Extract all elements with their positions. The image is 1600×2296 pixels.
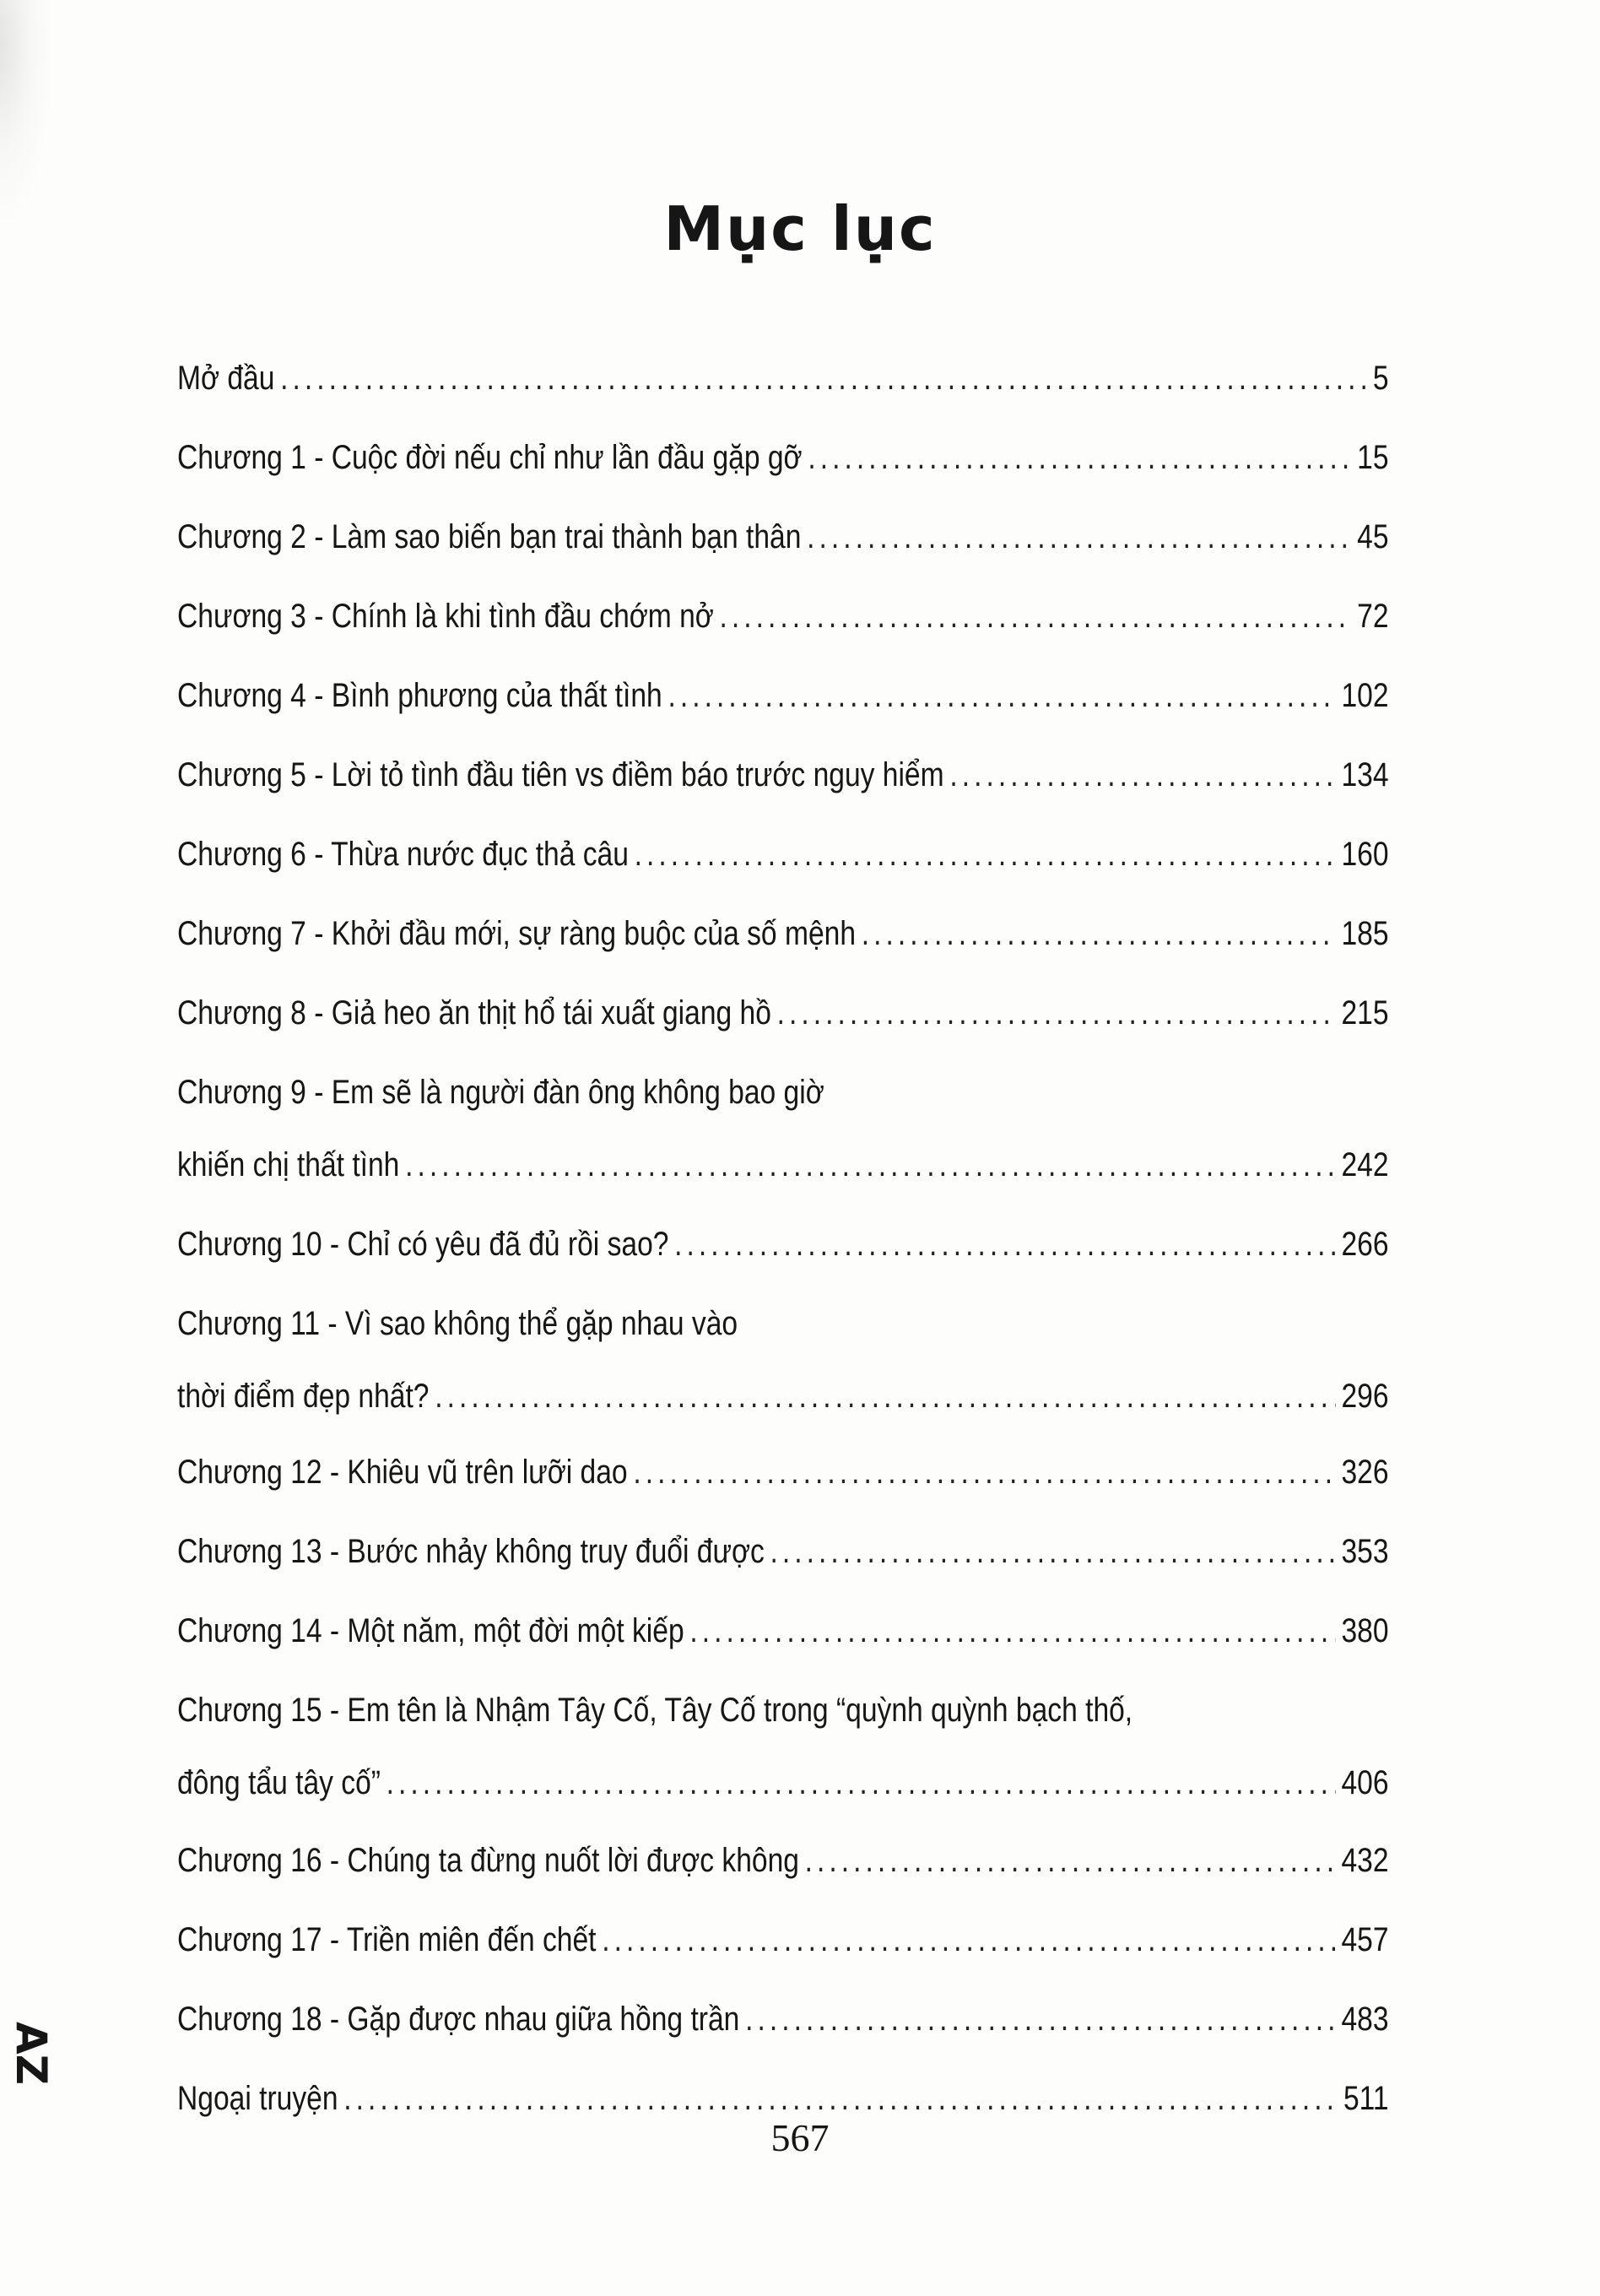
- toc-entry[interactable]: [177, 1075, 1389, 1182]
- toc-entry[interactable]: [177, 1923, 1389, 1957]
- toc-entry-label: thời điểm đẹp nhất?: [177, 1378, 430, 1415]
- leader-dots: [280, 361, 1367, 395]
- toc-entry-page: 457: [1341, 1921, 1389, 1958]
- leader-dots: [720, 599, 1352, 633]
- toc-entry[interactable]: [177, 361, 1389, 395]
- toc-entry-page: 5: [1372, 360, 1389, 397]
- toc-entry[interactable]: [177, 1455, 1389, 1489]
- toc-entry-label: Chương 13 - Bước nhảy không truy đuổi được: [177, 1533, 765, 1570]
- toc-entry-label: Chương 2 - Làm sao biến bạn trai thành bạn thân: [177, 518, 802, 555]
- page-number: 567: [770, 2116, 830, 2159]
- toc-entry-label: Chương 4 - Bình phương của thất tình: [177, 677, 662, 714]
- toc-entry[interactable]: [177, 2082, 1389, 2115]
- toc-entry-label: Chương 7 - Khởi đầu mới, sự ràng buộc của số mệnh: [177, 915, 857, 952]
- toc-entry[interactable]: [177, 2002, 1389, 2036]
- leader-dots: [805, 1844, 1336, 1877]
- toc-entry-label: đông tẩu tây cố”: [177, 1764, 381, 1801]
- toc-entry-page: 296: [1341, 1378, 1389, 1415]
- toc-entry[interactable]: [177, 758, 1389, 792]
- toc-entry-label: Chương 17 - Triền miên đến chết: [177, 1921, 597, 1958]
- toc-entry-label: khiến chị thất tình: [177, 1146, 400, 1183]
- toc-entry-first-line: Chương 15 - Em tên là Nhậm Tây Cố, Tây Cố trong “quỳnh quỳnh bạch thố,: [177, 1692, 1133, 1729]
- toc-entry-page: 45: [1357, 518, 1389, 555]
- toc-entry-label: Chương 1 - Cuộc đời nếu chỉ như lần đầu gặp gỡ: [177, 439, 803, 476]
- toc-entry-page: 266: [1341, 1226, 1389, 1263]
- toc-entry-label: Chương 8 - Giả heo ăn thịt hổ tái xuất giang hồ: [177, 994, 771, 1032]
- toc-entry-label: Chương 3 - Chính là khi tình đầu chớm nở: [177, 598, 714, 635]
- leader-dots: [386, 1766, 1336, 1800]
- scan-smudge: [0, 0, 51, 219]
- leader-dots: [668, 679, 1335, 712]
- toc-entry-page: 134: [1341, 756, 1389, 793]
- toc-entry-first-line: Chương 11 - Vì sao không thể gặp nhau vào: [177, 1305, 738, 1342]
- toc-entry[interactable]: [177, 837, 1389, 871]
- leader-dots: [808, 441, 1351, 474]
- toc-entry-page: 160: [1341, 836, 1389, 873]
- toc-entry-page: 380: [1341, 1612, 1389, 1649]
- toc-entry[interactable]: [177, 1307, 1389, 1413]
- toc-entry-label: Chương 18 - Gặp được nhau giữa hồng trần: [177, 2001, 740, 2038]
- toc-entry-page: 406: [1341, 1764, 1389, 1801]
- toc-entry-label: Chương 6 - Thừa nước đục thả câu: [177, 836, 629, 873]
- leader-dots: [435, 1379, 1336, 1413]
- leader-dots: [807, 520, 1351, 554]
- leader-dots: [635, 837, 1336, 871]
- toc-entry[interactable]: [177, 520, 1389, 554]
- toc-entry[interactable]: [177, 1614, 1389, 1648]
- leader-dots: [602, 1923, 1336, 1957]
- leader-dots: [343, 2082, 1338, 2115]
- page-title: Mục lục: [663, 193, 937, 264]
- toc-entry-label: Ngoại truyện: [177, 2080, 338, 2117]
- toc-entry-label: Chương 12 - Khiêu vũ trên lưỡi dao: [177, 1454, 628, 1491]
- toc-entry[interactable]: [177, 1693, 1389, 1800]
- toc-entry-label: Chương 16 - Chúng ta đừng nuốt lời được không: [177, 1842, 799, 1879]
- toc-entry-page: 432: [1341, 1842, 1389, 1879]
- toc-entry-page: 102: [1341, 677, 1389, 714]
- leader-dots: [674, 1227, 1336, 1261]
- toc-entry-page: 353: [1341, 1533, 1389, 1570]
- publisher-mark: AZ: [7, 2022, 56, 2085]
- toc-entry[interactable]: [177, 917, 1389, 950]
- toc-entry[interactable]: [177, 996, 1389, 1030]
- toc-entry-page: 72: [1357, 598, 1389, 635]
- toc-entry[interactable]: [177, 679, 1389, 712]
- toc-entry[interactable]: [177, 599, 1389, 633]
- toc-entry-page: 215: [1341, 994, 1389, 1032]
- leader-dots: [633, 1455, 1335, 1489]
- leader-dots: [862, 917, 1336, 950]
- leader-dots: [770, 1535, 1336, 1568]
- toc-entry-page: 15: [1357, 439, 1389, 476]
- toc-entry-label: Chương 10 - Chỉ có yêu đã đủ rồi sao?: [177, 1226, 669, 1263]
- toc-entry-first-line: Chương 9 - Em sẽ là người đàn ông không bao giờ: [177, 1074, 824, 1111]
- toc-entry-page: 483: [1341, 2001, 1389, 2038]
- toc-entry-label: Mở đầu: [177, 360, 275, 397]
- toc-entry[interactable]: [177, 1535, 1389, 1568]
- toc-entry-page: 242: [1341, 1146, 1389, 1183]
- toc-entry[interactable]: [177, 441, 1389, 474]
- toc-entry[interactable]: [177, 1227, 1389, 1261]
- toc-entry-page: 185: [1341, 915, 1389, 952]
- leader-dots: [745, 2002, 1336, 2036]
- leader-dots: [689, 1614, 1335, 1648]
- toc-entry-label: Chương 5 - Lời tỏ tình đầu tiên vs điềm báo trước nguy hiểm: [177, 756, 944, 793]
- toc-entry-page: 326: [1341, 1454, 1389, 1491]
- leader-dots: [405, 1148, 1336, 1182]
- leader-dots: [777, 996, 1336, 1030]
- leader-dots: [949, 758, 1335, 792]
- toc-entry-label: Chương 14 - Một năm, một đời một kiếp: [177, 1612, 684, 1649]
- toc-entry[interactable]: [177, 1844, 1389, 1877]
- toc-entry-page: 511: [1343, 2080, 1389, 2117]
